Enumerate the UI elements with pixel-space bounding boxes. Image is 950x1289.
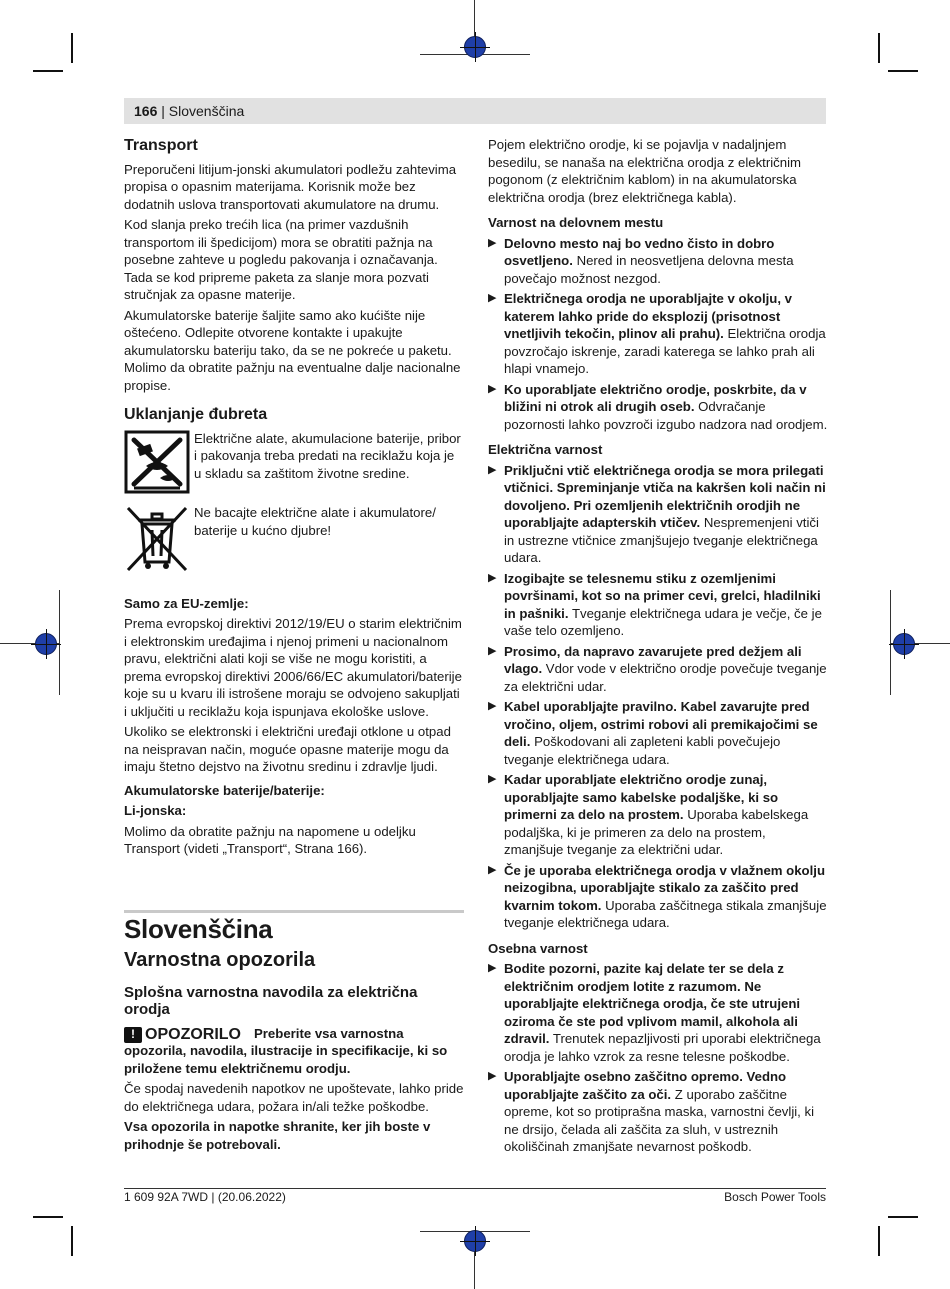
eu-paragraph: Ukoliko se elektronski i električni uređaji otklone u otpad na neispravan način, moguće opasne materije mogu da imaju štetno dejstvo na životnu sredinu i zdravlje ljudi. (124, 724, 451, 774)
crop-mark (71, 1226, 73, 1256)
crop-mark (33, 1216, 63, 1218)
warning-triangle-icon: ! (124, 1027, 142, 1043)
bin-block (124, 504, 464, 579)
crop-mark (888, 70, 918, 72)
list-item: ▶ Priključni vtič električnega orodja se mora prilegati vtičnici. Spreminjanje vtiča na kakršen koli način ni dovoljeno. Pri ozemljenih električnih orodjih ne uporabljajte adapterskih vtičev. Nespremenjeni vtiči in ustrezne vtičnice zmanjšujejo tveganje električnega udara. (488, 462, 828, 567)
transport-title: Transport (124, 137, 198, 154)
crop-mark (71, 33, 73, 63)
registration-mark (35, 633, 57, 655)
disposal-title: Uklanjanje đubreta (124, 406, 268, 423)
electrical-title: Električna varnost (488, 442, 603, 457)
crop-mark (878, 33, 880, 63)
transport-paragraph: Akumulatorske baterije šaljite samo ako kućište nije oštećeno. Odlepite otvorene kontakte i upakujte akumulatorsku bateriju tako, da se ne pokreće u paketu. Molimo da obratite pažnju na eventualne dalje nacionalne propise. (124, 307, 461, 393)
list-item: ▶ Kadar uporabljate električno orodje zunaj, uporabljajte samo kabelske podaljške, ki so primerni za delo na prostem. Uporaba kabelskega podaljška, ki je primeren za delo na prostem, zmanjšuje tveganje za električni udar. (488, 771, 828, 859)
header-language: Slovenščina (168, 103, 245, 119)
recycle-text: Električne alate, akumulacione baterije, pribor i pakovanja treba predati na reciklažu koja je u skladu sa zaštitom životne sredine. (194, 430, 461, 481)
transport-paragraph: Preporučeni litijum-jonski akumulatori podležu zahtevima propisa o opasnim materijama. Korisnik može bez dodatnih uslova transportovati akumulatore na drumu. (124, 161, 457, 212)
work-area-title: Varnost na delovnem mestu (488, 215, 664, 230)
page-number: 166 (134, 103, 158, 119)
list-item: ▶ Uporabljajte osebno zaščitno opremo. Vedno uporabljajte zaščito za oči. Z uporabo zaščitne opreme, kot so protiprašna maska, varnostni čevlji, ki ne drsijo, čelada ali zaščita za sluh, v ustreznih okoliščinah zmanjšate nevarnost poškodb. (488, 1068, 828, 1156)
electrical-list (488, 462, 828, 932)
footer-rule (124, 1188, 826, 1189)
crop-mark (33, 70, 63, 72)
keep-instructions-text: Vsa opozorila in napotke shranite, ker jih boste v prihodnje še potrebovali. (124, 1119, 431, 1152)
battery-title: Akumulatorske baterije/baterije: (124, 782, 325, 798)
right-column (488, 136, 828, 1159)
registration-mark (464, 1230, 486, 1252)
eu-title: Samo za EU-zemlje: (124, 595, 249, 611)
warning-label: OPOZORILO (145, 1025, 241, 1043)
personal-list (488, 960, 828, 1156)
language-title: Slovenščina (124, 913, 273, 944)
registration-mark (893, 633, 915, 655)
list-item: ▶ Ko uporabljate električno orodje, poskrbite, da v bližini ni otrok ali drugih oseb. Odvračanje pozornosti lahko povzroči izgubo nadzora nad orodjem. (488, 381, 828, 434)
list-item: ▶ Električnega orodja ne uporabljajte v okolju, v katerem lahko pride do eksplozij (prisotnost vnetljivih tekočin, plinov ali prahu). Električna orodja povzročajo iskrenje, zaradi katerega se lahko prah ali hlapi vnamejo. (488, 290, 828, 378)
battery-paragraph: Molimo da obratite pažnju na napomene u odeljku Transport (videti „Transport“, Strana 166). (124, 823, 416, 856)
bin-text: Ne bacajte električne alate i akumulatore/ baterije u kućno djubre! (194, 505, 436, 538)
section-rule (124, 910, 464, 913)
intro-paragraph: Pojem električno orodje, ki se pojavlja v nadaljnjem besedilu, se nanaša na električna orodja z električnim pogonom (z električnim kablom) in na akumulatorska električna orodja (brez električnega kabla). (488, 137, 802, 205)
crossed-out-bin-icon (124, 504, 190, 574)
personal-title: Osebna varnost (488, 940, 588, 956)
subsection-title: Splošna varnostna navodila za električna orodja (124, 983, 418, 1018)
eu-paragraph: Prema evropskoj direktivi 2012/19/EU o starim električnim i elektronskim uređajima i njenoj primeni u nacionalnom pravu, električni alati koji se više ne mogu koristiti, a prema evropskoj direktivi 2006/66/EC akumulatori/baterije koje su u kvaru ili istrošene moraju se odvojeno sakupljati i uključiti u reciklažu koja ispunjava ekološke uslove. (124, 616, 462, 719)
registration-mark (464, 36, 486, 58)
section-title: Varnostna opozorila (124, 949, 316, 971)
warning-text: Če spodaj navedenih napotkov ne upoštevate, lahko pride do električnega udara, požara in/ali težke poškodbe. (124, 1081, 464, 1114)
crop-mark (888, 1216, 918, 1218)
registration-line (890, 590, 891, 695)
footer-brand: Bosch Power Tools (724, 1190, 826, 1204)
recycling-symbol-icon (124, 430, 190, 494)
list-item: ▶ Prosimo, da napravo zavarujete pred dežjem ali vlago. Vdor vode v električno orodje povečuje tveganje za električni udar. (488, 643, 828, 696)
left-column (124, 137, 464, 1156)
battery-subtitle: Li-jonska: (124, 803, 187, 818)
list-item: ▶ Kabel uporabljajte pravilno. Kabel zavarujte pred vročino, oljem, ostrimi robovi ali premikajočimi se deli. Poškodovani ali zapleteni kabli povečujejo tveganje električnega udara. (488, 698, 828, 768)
list-item: ▶ Izogibajte se telesnemu stiku z ozemljenimi površinami, kot so na primer cevi, grelci, hladilniki in pašniki. Tveganje električnega udara je večje, če je vaše telo ozemljeno. (488, 570, 828, 640)
recycle-block (124, 430, 464, 499)
list-item: ▶ Bodite pozorni, pazite kaj delate ter se dela z električnim orodjem lotite z razumom. Ne uporabljajte električnega orodja, če ste utrujeni oziroma če ste pod vplivom mamil, alkohola ali zdravil. Trenutek nepazljivosti pri uporabi električnega orodja je lahko vzrok za resne telesne poškodbe. (488, 960, 828, 1065)
work-area-list (488, 235, 828, 434)
list-item: ▶ Če je uporaba električnega orodja v vlažnem okolju neizogibna, uporabljajte stikalo za zaščito pred kvarnim tokom. Uporaba zaščitnega stikala zmanjšuje tveganje električnega udara. (488, 862, 828, 932)
transport-paragraph: Kod slanja preko trećih lica (na primer vazdušnih transportom ili špedicijom) mora se obratiti pažnja na posebne zahteve u pogledu pakovanja i označavanja. Tada se kod pripreme paketa za slanje mora pozvati stručnjak za opasne materije. (124, 217, 438, 302)
registration-line (59, 590, 60, 695)
header-separator: | (157, 103, 169, 119)
page-header (134, 103, 244, 119)
warning-bold-text: Preberite vsa varnostna opozorila, navodila, ilustracije in specifikacije, ki so priložene temu električnemu orodju. (124, 1025, 448, 1076)
list-item: ▶ Delovno mesto naj bo vedno čisto in dobro osvetljeno. Nered in neosvetljena delovna mesta povečajo možnost nezgod. (488, 235, 828, 288)
crop-mark (878, 1226, 880, 1256)
footer-doc-id: 1 609 92A 7WD | (20.06.2022) (124, 1190, 286, 1204)
